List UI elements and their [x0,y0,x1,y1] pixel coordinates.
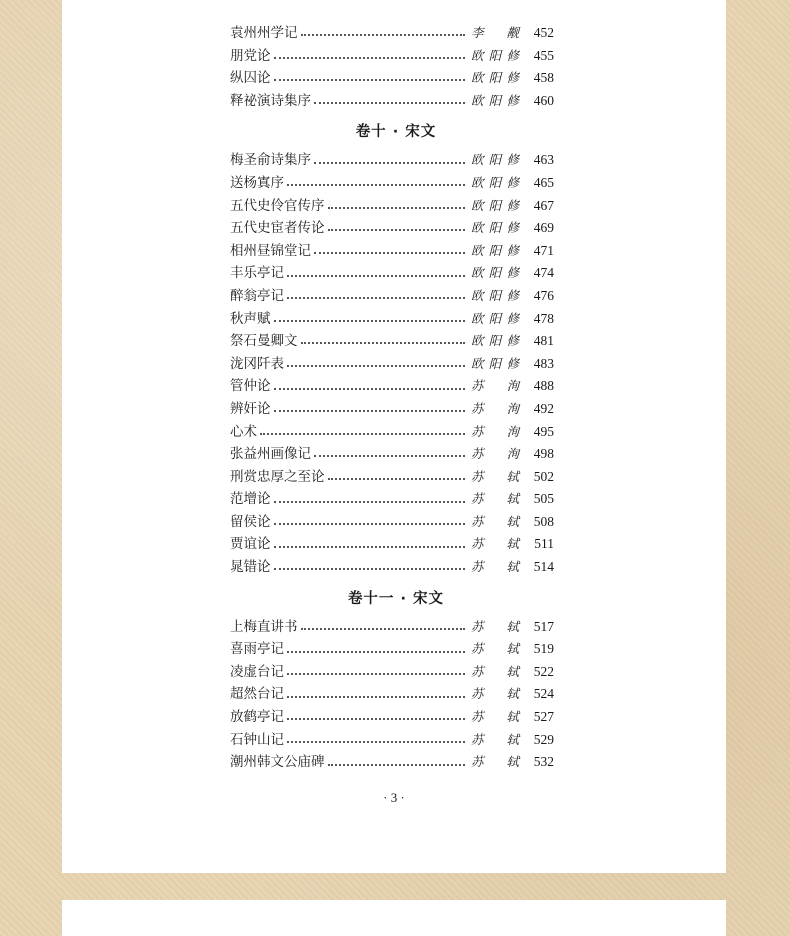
entry-page-number: 505 [533,491,554,507]
volume-heading: 卷十一 · 宋文 [347,590,445,607]
toc-entry[interactable] [230,67,554,90]
entry-page-number: 452 [533,25,554,40]
entry-title: 范增论 [230,491,271,508]
entry-page-number: 502 [533,468,554,484]
entry-author: 欧阳修 [471,355,519,371]
entry-author: 苏轼 [471,641,519,657]
entry-author: 苏洵 [471,446,519,462]
entry-author: 欧阳修 [471,152,519,168]
entry-page-number: 498 [533,446,554,462]
entry-page-number: 455 [533,47,554,63]
dot-leader [287,365,465,367]
dot-leader [287,696,465,698]
dot-leader [314,455,465,457]
dot-leader [287,718,465,720]
dot-leader [328,478,466,480]
dot-leader [301,628,466,630]
dot-leader [301,342,466,344]
toc-entry[interactable] [230,511,554,534]
entry-title: 贾谊论 [230,536,271,553]
dot-leader [260,433,465,435]
dot-leader [328,229,466,231]
entry-title: 秋声赋 [230,310,271,327]
entry-page-number: 527 [533,709,554,725]
dot-leader [274,410,466,412]
dot-leader [274,388,466,390]
toc-entry[interactable] [230,729,554,752]
toc-entry[interactable] [230,398,554,421]
entry-title: 留侯论 [230,513,271,530]
entry-page-number: 465 [533,174,554,190]
entry-page-number: 467 [533,197,554,213]
dot-leader [287,673,465,675]
entry-author: 欧阳修 [471,242,519,258]
entry-author: 欧阳修 [471,265,519,281]
entry-title: 纵囚论 [230,70,271,87]
entry-title: 相州昼锦堂记 [230,242,311,259]
entry-page-number: 532 [533,754,554,770]
entry-page-number: 514 [533,559,554,575]
entry-title: 超然台记 [230,686,284,703]
toc-entry[interactable] [230,90,554,113]
toc-entry[interactable] [230,466,554,489]
entry-author: 欧阳修 [471,92,519,108]
entry-title: 送杨寘序 [230,174,284,191]
toc-entry[interactable] [230,330,554,353]
entry-page-number: 463 [533,152,554,168]
toc-entry[interactable] [230,661,554,684]
entry-author: 欧阳修 [471,310,519,326]
toc-entry[interactable] [230,751,554,774]
dot-leader [328,764,466,766]
entry-author: 苏轼 [471,559,519,575]
toc-entry[interactable] [230,45,554,68]
entry-page-number: 474 [533,265,554,281]
entry-title: 潮州韩文公庙碑 [230,754,325,771]
entry-title: 朋党论 [230,47,271,64]
entry-page-number: 529 [533,731,554,747]
dot-leader [287,651,465,653]
dot-leader [274,501,466,503]
entry-title: 张益州画像记 [230,446,311,463]
entry-author: 苏洵 [471,423,519,439]
dot-leader [287,741,465,743]
entry-author: 苏轼 [471,536,519,552]
volume-heading: 卷十 · 宋文 [355,124,437,141]
next-page-edge [62,900,726,936]
entry-title: 凌虚台记 [230,663,284,680]
entry-author: 欧阳修 [471,333,519,349]
entry-page-number: 522 [533,663,554,679]
entry-page-number: 524 [533,686,554,702]
dot-leader [274,57,466,59]
entry-author: 苏轼 [471,686,519,702]
toc-entry[interactable] [230,285,554,308]
entry-title: 泷冈阡表 [230,355,284,372]
dot-leader [287,184,465,186]
entry-page-number: 517 [533,618,554,634]
toc-entry[interactable] [230,240,554,263]
entry-author: 欧阳修 [471,174,519,190]
dot-leader [274,568,466,570]
entry-author: 欧阳修 [471,70,519,86]
entry-author: 苏轼 [471,709,519,725]
entry-title: 五代史宦者传论 [230,220,325,237]
entry-author: 苏轼 [471,731,519,747]
toc-entry[interactable] [230,195,554,218]
toc-entry[interactable] [230,217,554,240]
toc-entry[interactable] [230,22,554,45]
entry-author: 苏轼 [471,513,519,529]
entry-page-number: 511 [534,536,554,552]
toc-entry[interactable] [230,556,554,579]
entry-title: 梅圣俞诗集序 [230,152,311,169]
entry-page-number: 476 [533,287,554,303]
dot-leader [301,34,466,36]
entry-title: 释祕演诗集序 [230,92,311,109]
toc-entry[interactable] [230,353,554,376]
entry-title: 丰乐亭记 [230,265,284,282]
entry-title: 上梅直讲书 [230,618,298,635]
entry-author: 欧阳修 [471,197,519,213]
toc-entry[interactable] [230,488,554,511]
entry-page-number: 488 [533,378,554,394]
toc-entry[interactable] [230,421,554,444]
entry-author: 欧阳修 [471,47,519,63]
dot-leader [287,275,465,277]
dot-leader [274,523,466,525]
entry-author: 苏轼 [471,618,519,634]
dot-leader [274,320,466,322]
entry-page-number: 458 [533,70,554,86]
dot-leader [314,162,465,164]
entry-author: 苏洵 [471,378,519,394]
entry-author: 欧阳修 [471,220,519,236]
entry-title: 放鹤亭记 [230,709,284,726]
entry-author: 苏轼 [471,491,519,507]
entry-title: 五代史伶官传序 [230,197,325,214]
table-of-contents [230,22,554,774]
entry-author: 李觏 [471,25,519,40]
entry-page-number: 495 [533,423,554,439]
entry-title: 刑赏忠厚之至论 [230,468,325,485]
entry-title: 辨奸论 [230,400,271,417]
entry-author: 苏轼 [471,468,519,484]
entry-page-number: 478 [533,310,554,326]
toc-entry[interactable] [230,375,554,398]
entry-title: 晁错论 [230,559,271,576]
entry-author: 苏轼 [471,663,519,679]
entry-title: 醉翁亭记 [230,287,284,304]
entry-author: 苏轼 [471,754,519,770]
toc-entry[interactable] [230,533,554,556]
dot-leader [287,297,465,299]
entry-title: 喜雨亭记 [230,641,284,658]
toc-entry[interactable] [230,683,554,706]
entry-author: 欧阳修 [471,287,519,303]
toc-entry[interactable] [230,172,554,195]
entry-title: 管仲论 [230,378,271,395]
entry-page-number: 519 [533,641,554,657]
entry-page-number: 460 [533,92,554,108]
entry-title: 祭石曼卿文 [230,333,298,350]
toc-entry[interactable] [230,308,554,331]
toc-entry[interactable] [230,616,554,639]
entry-page-number: 483 [533,355,554,371]
dot-leader [274,79,466,81]
dot-leader [314,252,465,254]
entry-author: 苏洵 [471,400,519,416]
entry-page-number: 508 [533,513,554,529]
toc-entry[interactable] [230,149,554,172]
entry-title: 袁州州学记 [230,25,298,41]
entry-page-number: 492 [533,400,554,416]
toc-entry[interactable] [230,262,554,285]
entry-title: 心术 [230,423,257,440]
page-number: · 3 · [383,790,405,805]
entry-page-number: 469 [533,220,554,236]
toc-entry[interactable] [230,638,554,661]
dot-leader [328,207,466,209]
toc-page [62,0,726,873]
toc-entry[interactable] [230,443,554,466]
entry-title: 石钟山记 [230,731,284,748]
toc-entry[interactable] [230,706,554,729]
dot-leader [314,102,465,104]
dot-leader [274,546,466,548]
entry-page-number: 471 [533,242,554,258]
entry-page-number: 481 [533,333,554,349]
